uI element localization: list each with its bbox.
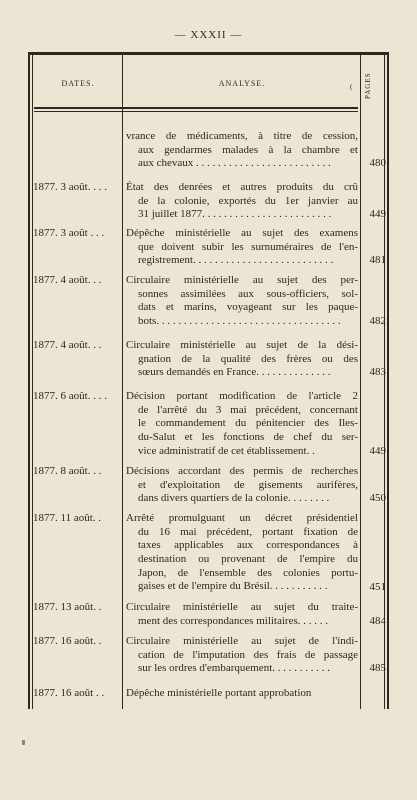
entry-line: Arrêté promulguant un décret présidentiel xyxy=(126,512,358,524)
header-rule xyxy=(34,107,358,109)
entry-line: aux chevaux . . . . . . . . . . . . . . . . . . . . . . . . . xyxy=(138,157,331,170)
entry-date: 1877. 6 août. . . . xyxy=(33,390,107,402)
entry-page-number: 481 xyxy=(369,254,386,267)
entry-page-number: 480 xyxy=(369,157,386,170)
entry-line: du 16 mai précédent, portant fixation de xyxy=(138,525,358,538)
entry-date: 1877. 16 août. . xyxy=(33,635,102,647)
column-header-mark: ( xyxy=(350,83,353,91)
entry-line: Dépêche ministérielle portant approbation xyxy=(126,687,312,699)
entry-line: taxes applicables aux correspondances à xyxy=(138,539,358,552)
entry-line: 31 juillet 1877. . . . . . . . . . . . . . . . . . . . . . . . xyxy=(138,208,332,221)
entry-line: de la colonie, exportés du 1er janvier au xyxy=(138,194,358,207)
entry-page-number: 485 xyxy=(369,662,386,675)
entry-analysis xyxy=(126,181,358,222)
entry-line: aux gendarmes malades à la chambre et xyxy=(138,143,358,156)
entry-line: Décisions accordant des permis de recherches xyxy=(126,465,358,477)
entry-line: Circulaire ministérielle au sujet des per- xyxy=(126,274,358,286)
entry-date: 1877. 4 août. . . xyxy=(33,339,102,351)
entry-line: État des denrées et autres produits du crû xyxy=(126,181,358,193)
entry-line: Japon, de l'ensemble des colonies portu- xyxy=(138,566,358,579)
entry-analysis xyxy=(126,274,358,329)
entry-line: destination ou provenant de l'empire du xyxy=(138,553,358,566)
entry-page-number: 449 xyxy=(369,208,386,221)
entry-line: gaises et de l'empire du Brésil. . . . . . . . . . . xyxy=(138,580,328,593)
entry-date: 1877. 16 août . . xyxy=(33,687,105,699)
entry-date: 1877. 3 août. . . . xyxy=(33,181,107,193)
entry-line: vrance de médicaments, à titre de cession, xyxy=(126,130,358,142)
entry-page-number: 483 xyxy=(369,366,386,379)
entry-analysis xyxy=(126,635,358,676)
entry-analysis xyxy=(126,130,358,171)
entry-line: Circulaire ministérielle au sujet de la dési- xyxy=(126,339,358,351)
entry-date: 1877. 3 août . . . xyxy=(33,227,105,239)
entry-line: du-Salut et les fonctions de chef du ser- xyxy=(138,431,358,444)
entry-analysis xyxy=(126,465,358,506)
entry-date: 1877. 13 août. . xyxy=(33,601,102,613)
entry-page-number: 450 xyxy=(369,492,386,505)
entry-line: cation de l'imputation des frais de passage xyxy=(138,648,358,661)
entry-analysis xyxy=(126,339,358,380)
entry-analysis xyxy=(126,390,358,458)
entry-line: Circulaire ministérielle au sujet du traite- xyxy=(126,601,358,613)
entry-line: registrement. . . . . . . . . . . . . . . . . . . . . . . . . . xyxy=(138,254,334,267)
entry-line: sonnes assimilées aux sous-officiers, sol- xyxy=(138,287,358,300)
column-header-analyse: ANALYSE. xyxy=(218,79,266,88)
entry-page-number: 449 xyxy=(369,444,386,457)
entry-line: gnation de la qualité des frères ou des xyxy=(138,352,358,365)
entry-line: sur les ordres d'embarquement. . . . . . . . . . . xyxy=(138,662,330,675)
entry-analysis xyxy=(126,227,358,268)
entry-line: le commandement du pénitencier des Iles- xyxy=(138,417,358,430)
entry-line: que doivent subir les surnuméraires de l'en- xyxy=(138,240,358,253)
column-divider-pages xyxy=(360,55,361,709)
entry-date: 1877. 8 août. . . xyxy=(33,465,102,477)
entry-line: Décision portant modification de l'article 2 xyxy=(126,390,358,402)
entry-line: dats et marins, voyageant sur les paque- xyxy=(138,301,358,314)
entry-line: ment des correspondances militaires. . . . . . xyxy=(138,614,329,627)
column-header-dates: DATES. xyxy=(61,79,95,88)
entry-date: 1877. 4 août. . . xyxy=(33,274,102,286)
entry-line: de l'arrêté du 3 mai précédent, concernant xyxy=(138,403,358,416)
column-header-pages: PAGES xyxy=(364,72,372,99)
entry-line: dans divers quartiers de la colonie. . . . . . . . xyxy=(138,492,330,505)
entry-line: bots. . . . . . . . . . . . . . . . . . . . . . . . . . . . . . . . . . xyxy=(138,315,341,328)
entry-page-number: 484 xyxy=(369,614,386,627)
table-frame xyxy=(28,52,389,709)
entry-date: 1877. 11 août. . xyxy=(33,512,102,524)
entry-line: Dépêche ministérielle au sujet des examens xyxy=(126,227,358,239)
entry-line: et d'exploitation de gisements aurifères, xyxy=(138,478,358,491)
entry-analysis xyxy=(126,687,358,701)
entry-line: Circulaire ministérielle au sujet de l'indi- xyxy=(126,635,358,647)
entry-analysis xyxy=(126,601,358,628)
entry-page-number: 451 xyxy=(369,580,386,593)
entry-line: vice administratif de cet établissement. . xyxy=(138,444,315,457)
paper-speck xyxy=(22,740,25,745)
page-number: — XXXII — xyxy=(174,29,243,41)
entry-page-number: 482 xyxy=(369,315,386,328)
entry-line: sœurs demandés en France. . . . . . . . . . . . . . xyxy=(138,366,331,379)
entry-analysis xyxy=(126,512,358,594)
column-divider-dates xyxy=(122,55,123,709)
